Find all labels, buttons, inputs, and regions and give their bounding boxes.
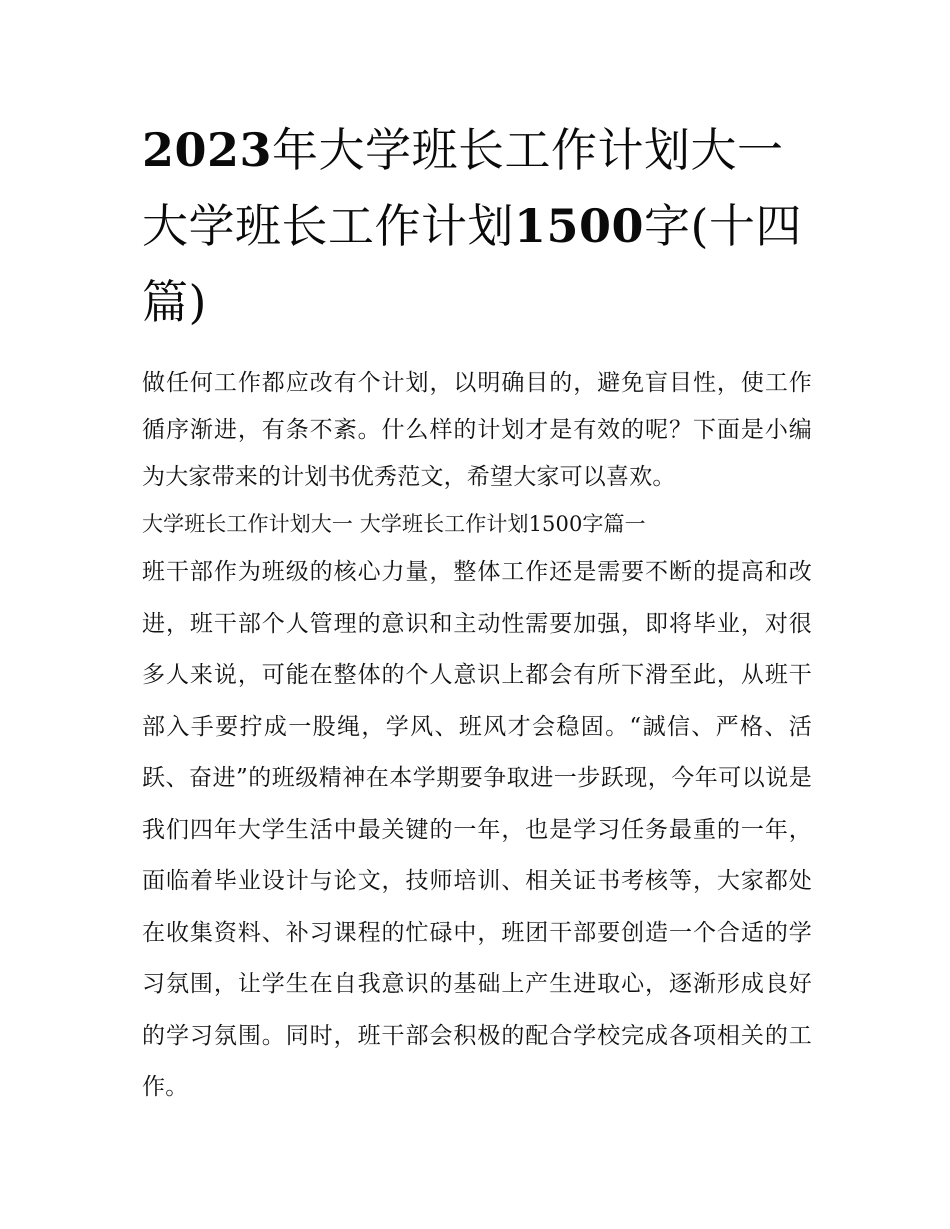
section-heading: 大学班长工作计划大一 大学班长工作计划1500字篇一 (142, 512, 646, 536)
document-page (142, 112, 812, 1114)
title-year: 2023 (142, 123, 273, 177)
body-paragraph: 班干部作为班级的核心力量，整体工作还是需要不断的提高和改进，班干部个人管理的意识和主动性需要加强，即将毕业，对很多人来说，可能在整体的个人意识上都会有所下滑至此，从班干部入手要拧成一股绳，学风、班风才会稳固。“誠信、严格、活跃、奋进”的班级精神在本学期要争取进一步跃现，今年可以说是我们四年大学生活中最关键的一年，也是学习任务最重的一年，面临着毕业设计与论文，技师培训、相关证书考核等，大家都处在收集资料、补习课程的忙碌中，班团干部要创造一个合适的学习氛围，让学生在自我意识的基础上产生进取心，逐渐形成良好的学习氛围。同时，班干部会积极的配合学校完成各项相关的工作。 (142, 559, 812, 1100)
intro-paragraph: 做任何工作都应改有个计划，以明确目的，避免盲目性，使工作循序渐进，有条不紊。什么样的计划才是有效的呢？下面是小编为大家带来的计划书优秀范文，希望大家可以喜欢。 (142, 370, 812, 490)
title-count: 1500 (514, 199, 645, 253)
document-title (142, 112, 812, 340)
title-suffix: 字(十四篇) (142, 199, 802, 329)
title-text: 年大学班长工作计划大一大学班长工作计划 (142, 123, 784, 253)
